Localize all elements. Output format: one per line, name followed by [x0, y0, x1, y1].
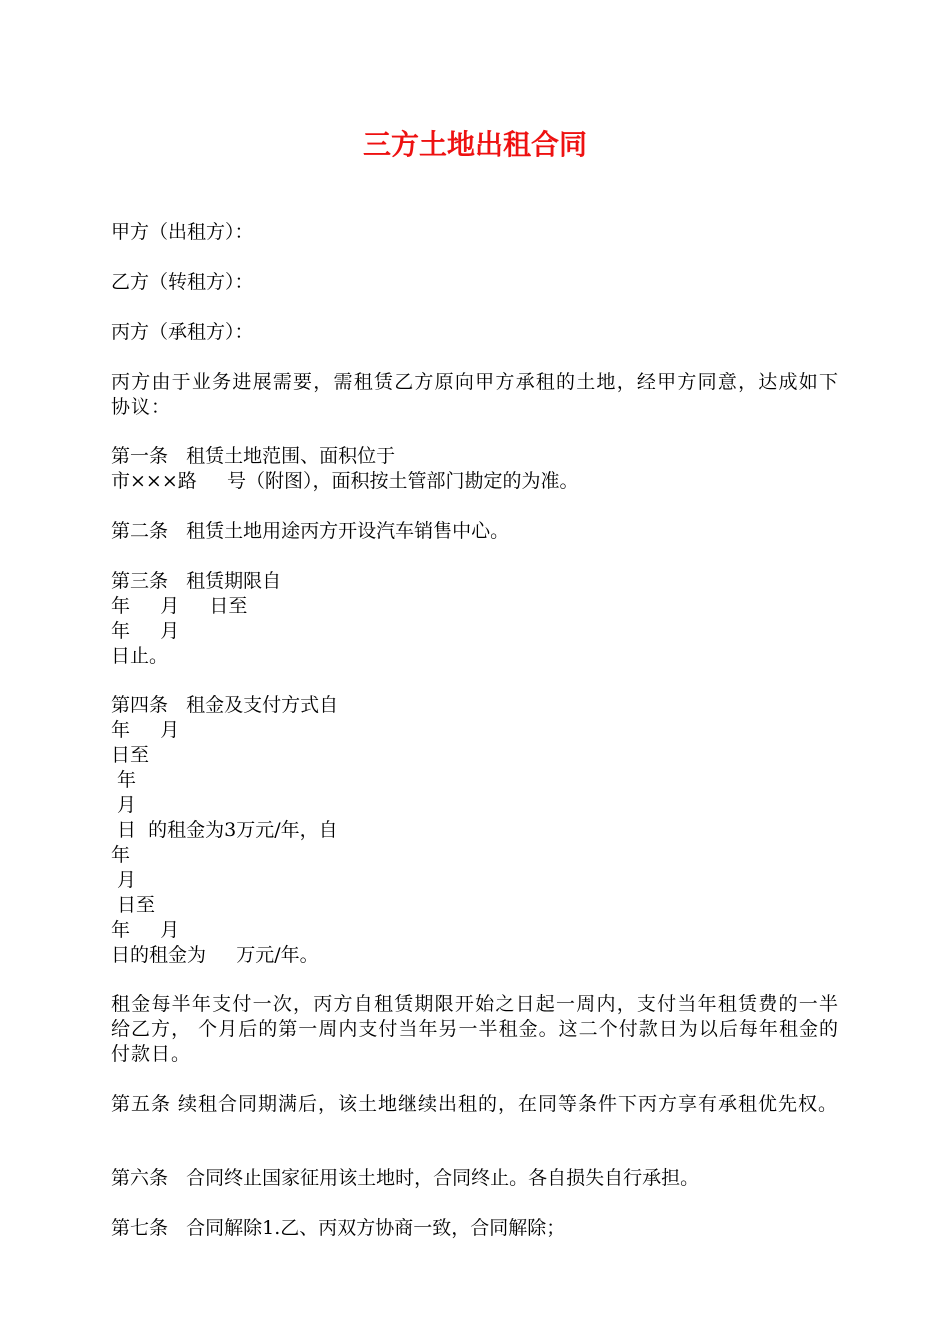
article-5: 第五条 续租合同期满后，该土地继续出租的，在同等条件下丙方享有承租优先权。	[111, 1093, 839, 1115]
article-3-line-3: 年 月	[111, 620, 180, 642]
article-3-line-1: 第三条 租赁期限自	[111, 570, 282, 592]
article-6: 第六条 合同终止国家征用该土地时，合同终止。各自损失自行承担。	[111, 1167, 700, 1189]
article-4-line-1: 第四条 租金及支付方式自	[111, 694, 339, 716]
article-4-line-5: 月	[111, 794, 137, 816]
party-b-line: 乙方（转租方）：	[111, 271, 254, 293]
article-1-line-2: 市×××路 号（附图），面积按土管部门勘定的为准。	[111, 470, 579, 492]
article-1-line-1: 第一条 租赁土地范围、面积位于	[111, 445, 396, 467]
article-4-line-11: 日的租金为 万元/年。	[111, 944, 319, 966]
article-4-line-9: 日至	[111, 894, 156, 916]
article-4-line-3: 日至	[111, 744, 150, 766]
intro-paragraph: 丙方由于业务进展需要，需租赁乙方原向甲方承租的土地，经甲方同意，达成如下协议：	[111, 371, 839, 418]
article-3-line-2: 年 月 日至	[111, 595, 248, 617]
article-4-line-4: 年	[111, 769, 137, 791]
article-4-line-8: 月	[111, 869, 137, 891]
article-2: 第二条 租赁土地用途丙方开设汽车销售中心。	[111, 520, 510, 542]
payment-paragraph: 租金每半年支付一次，丙方自租赁期限开始之日起一周内，支付当年租赁费的一半给乙方， 个月后的第一周内支付当年另一半租金。这二个付款日为以后每年租金的付款日。	[111, 993, 839, 1065]
article-7: 第七条 合同解除1.乙、丙双方协商一致，合同解除；	[111, 1217, 566, 1239]
party-a-line: 甲方（出租方）：	[111, 221, 254, 243]
document-title: 三方土地出租合同	[362, 128, 587, 161]
party-c-line: 丙方（承租方）：	[111, 321, 254, 343]
article-4-line-7: 年	[111, 844, 131, 866]
article-4-line-2: 年 月	[111, 719, 180, 741]
article-4-line-6: 日 的租金为3万元/年，自	[111, 819, 338, 841]
article-4-line-10: 年 月	[111, 919, 180, 941]
article-3-line-4: 日止。	[111, 645, 169, 667]
